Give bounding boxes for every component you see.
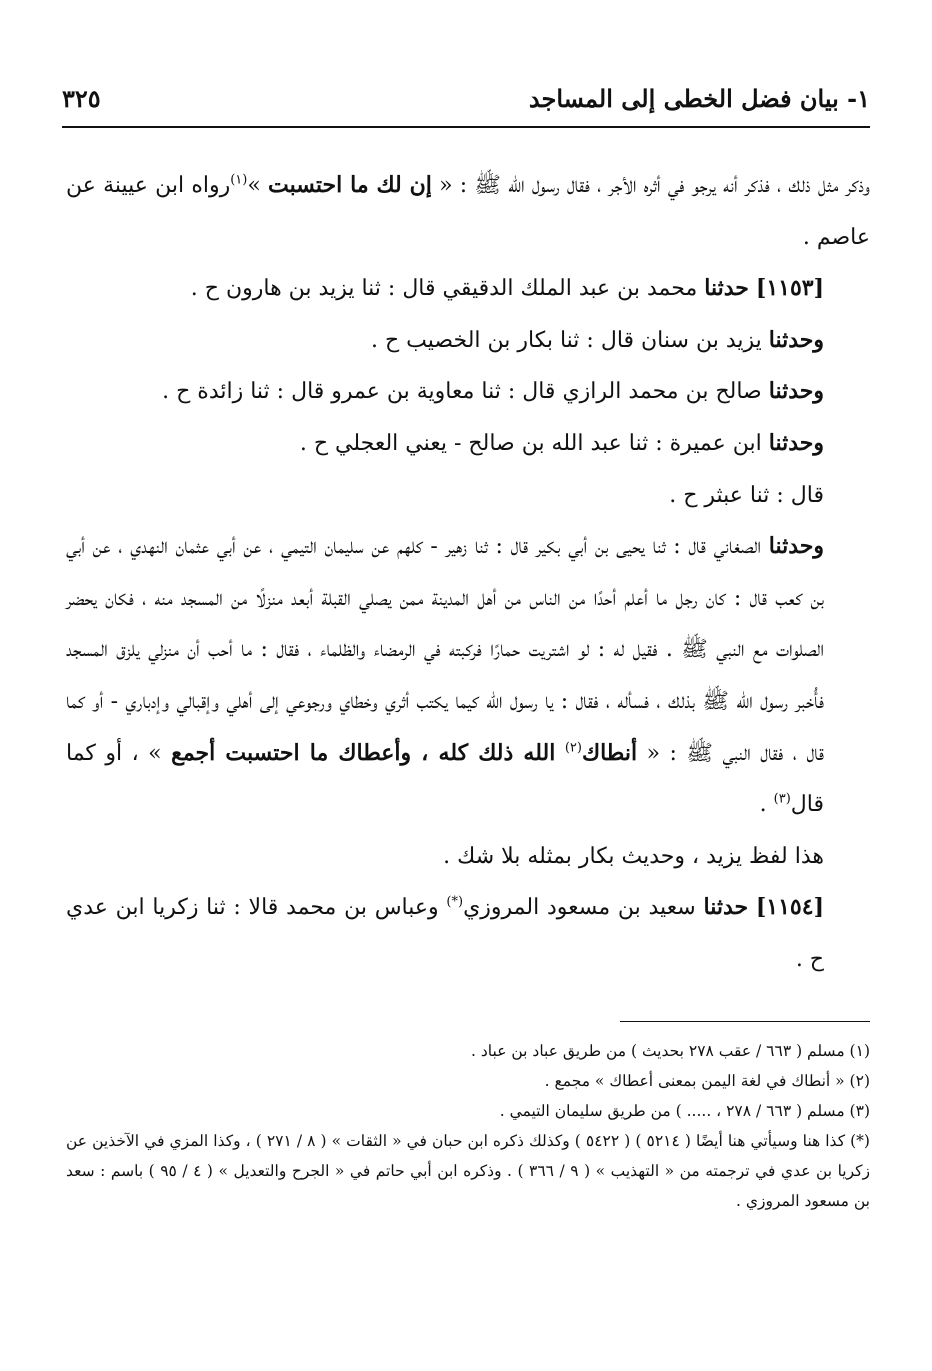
chain-line xyxy=(66,418,870,470)
text-run: سعيد بن مسعود المروزي xyxy=(463,895,696,921)
text-run: » ، أو كما قال xyxy=(66,740,824,818)
footnote-3: (٣) مسلم ( ٦٦٣ / ٢٧٨ ، ..... ) من طريق سليمان التيمي . xyxy=(499,1102,870,1120)
hadith-1154 xyxy=(66,882,870,985)
chain-line xyxy=(66,470,870,522)
chain-keyword: حدثنا xyxy=(703,894,749,921)
footnote-separator xyxy=(620,1021,870,1022)
footnotes xyxy=(66,1036,870,1216)
chapter-title: ١- بيان فضل الخطى إلى المساجد xyxy=(528,84,870,113)
hadith-quote: أنطاك xyxy=(581,739,638,766)
text-run: وعباس بن محمد قالا : ثنا زكريا ابن عدي ح . xyxy=(66,895,824,972)
hadith-number: [١١٥٣] xyxy=(755,275,824,302)
hadith-text xyxy=(66,521,870,831)
hadith-quote: إن لك ما احتسبت xyxy=(268,172,432,198)
footnote-ref-3: (٣) xyxy=(773,791,791,807)
footnote-star: (*) كذا هنا وسيأتي هنا أيضًا ( ٥٢١٤ ) ( ٥٤٢٢ ) وكذلك ذكره ابن حبان في « الثقات » ( ٨ / ٢٧١ ) ، وكذا المزي في الآخذين عن زكريا بن عدي في ترجمته من « التهذيب » ( ٩ / ٣٦٦ ) . وذكره ابن أبي حاتم في « الجرح والتعديل » ( ٤ / ٩٥ ) باسم : سعد بن مسعود المروزي . xyxy=(66,1132,871,1210)
chain-keyword: وحدثنا xyxy=(768,326,824,353)
text-run: الصغاني قال : ثنا يحيى بن أبي بكير قال : ثنا زهير - كلهم عن سليمان التيمي ، عن أبي عثمان النهدي ، عن أبي بن كعب قال : كان رجل ما أعلم أحدًا من الناس من أهل المدينة ممن يصلي القبلة أبعد منزلًا من المسجد منه ، فكان يحضر الصلوات مع النبي ﷺ . فقيل له : لو اشتريت حمارًا فركبته في الرمضاء والظلماء ، فقال : ما أحب أن منزلي يلزق المسجد فأُخبر رسول الله ﷺ بذلك ، فسأله ، فقال : يا رسول الله كيما يكتب أثري وخطاي ورجوعي إلى أهلي وإقبالي وإدباري - أو كما قال ، فقال النبي ﷺ : « xyxy=(66,534,825,766)
footnote-1: (١) مسلم ( ٦٦٣ / عقب ٢٧٨ بحديث ) من طريق عباد بن عباد . xyxy=(471,1042,870,1060)
chain-keyword: وحدثنا xyxy=(768,533,825,560)
comment-line xyxy=(66,831,870,883)
page-number: ٣٢٥ xyxy=(62,84,101,113)
footnote-ref-star: (*) xyxy=(446,894,464,910)
text-run: يزيد بن سنان قال : ثنا بكار بن الخصيب ح . xyxy=(371,327,762,353)
chain-line xyxy=(66,366,870,418)
text-run: ابن عميرة : ثنا عبد الله بن صالح - يعني العجلي ح . xyxy=(299,430,762,456)
chain-line xyxy=(66,315,870,367)
footnote-ref-1: (١) xyxy=(230,172,248,188)
chain-keyword: حدثنا xyxy=(704,275,749,302)
hadith-number: [١١٥٤] xyxy=(755,894,824,921)
text-run: » xyxy=(247,173,261,198)
running-header xyxy=(62,80,870,128)
text-run: رواه ابن عيينة عن عاصم . xyxy=(66,173,870,250)
text-run: . xyxy=(759,792,767,818)
footnote-ref-2: (٢) xyxy=(564,740,582,756)
text-run: هذا لفظ يزيد ، وحديث بكار بمثله بلا شك . xyxy=(443,843,824,869)
chain-keyword: وحدثنا xyxy=(768,429,824,456)
footnote-2: (٢) « أنطاك في لغة اليمن بمعنى أعطاك » مجمع . xyxy=(544,1072,870,1090)
paragraph-continuation xyxy=(66,160,870,263)
text-run: محمد بن عبد الملك الدقيقي قال : ثنا يزيد بن هارون ح . xyxy=(190,276,698,302)
text-run: وذكر مثل ذلك ، فذكر أنه يرجو في أثره الأجر ، فقال رسول الله ﷺ : « xyxy=(439,173,871,198)
text-run: قال : ثنا عبثر ح . xyxy=(669,482,824,508)
text-run: صالح بن محمد الرازي قال : ثنا معاوية بن عمرو قال : ثنا زائدة ح . xyxy=(162,379,762,405)
main-text xyxy=(66,160,870,986)
hadith-1153 xyxy=(66,263,870,315)
chain-keyword: وحدثنا xyxy=(768,378,824,405)
hadith-quote: الله ذلك كله ، وأعطاك ما احتسبت أجمع xyxy=(171,739,556,766)
